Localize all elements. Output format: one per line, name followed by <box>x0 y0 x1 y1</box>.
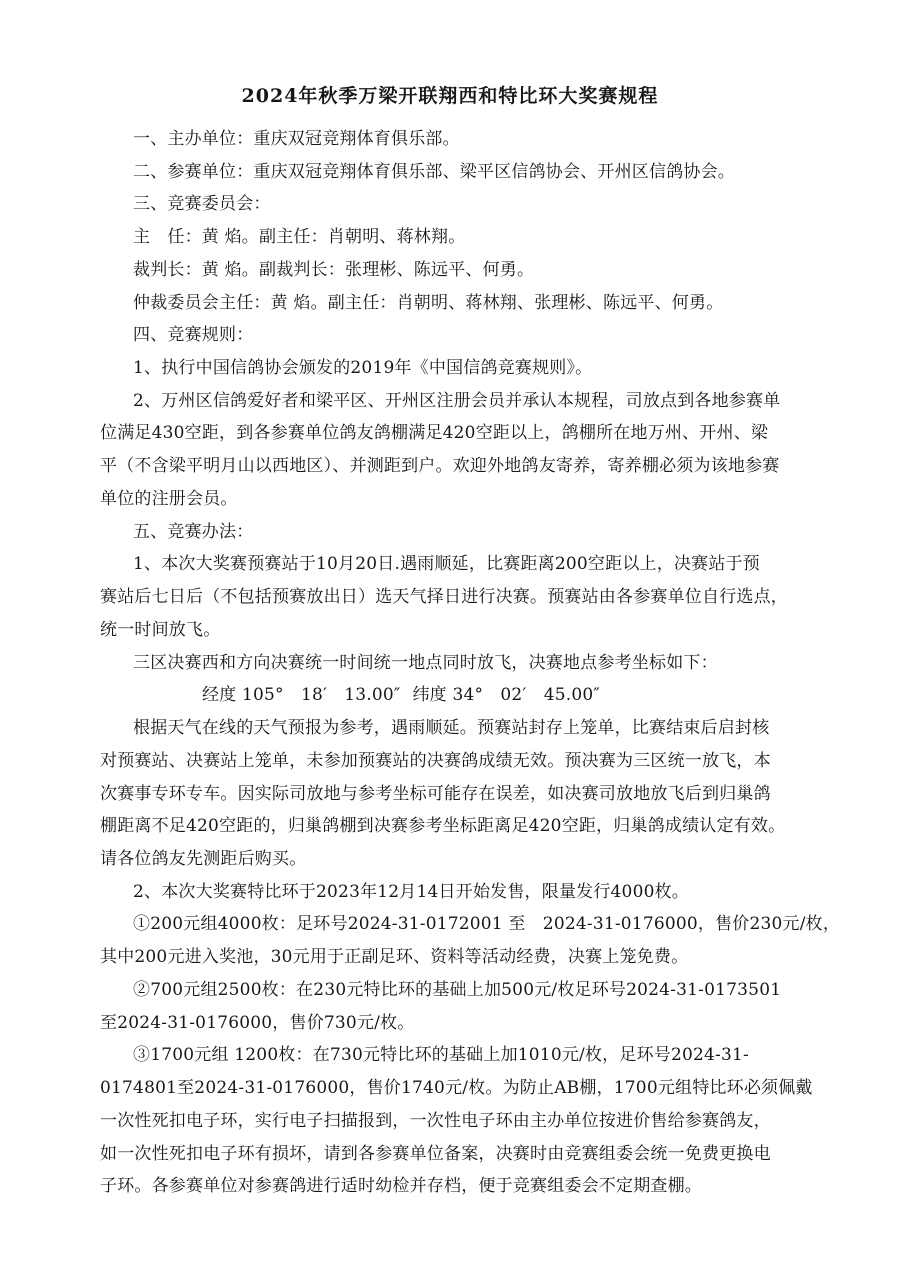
coord-longitude: 经度 105° 18′ 13.00″ <box>202 685 401 705</box>
method-1-detail-line: 次赛事专环专车。因实际司放地与参考坐标可能存在误差，如决赛司放地放飞后到归巢鸽 <box>100 784 771 804</box>
release-coordinates <box>202 684 600 706</box>
method-1-detail-line: 棚距离不足420空距的，归巢鸽棚到决赛参考坐标距离足420空距，归巢鸽成绩认定有效。 <box>100 816 786 836</box>
section-participants: 二、参赛单位：重庆双冠竞翔体育俱乐部、梁平区信鸽协会、开州区信鸽协会。 <box>133 162 735 182</box>
method-1-line: 1、本次大奖赛预赛站于10月20日.遇雨顺延，比赛距离200空距以上，决赛站于预 <box>133 554 760 574</box>
group-200-line: 其中200元进入奖池，30元用于正副足环、资料等活动经费，决赛上笼免费。 <box>100 947 689 967</box>
rule-2-line: 平（不含梁平明月山以西地区）、并测距到户。欢迎外地鸽友寄养，寄养棚必须为该地参赛 <box>100 456 780 476</box>
committee-director: 主 任：黄 焰。副主任：肖朝明、蒋林翔。 <box>133 227 466 247</box>
method-1-release-note: 三区决赛西和方向决赛统一时间统一地点同时放飞，决赛地点参考坐标如下： <box>133 653 718 673</box>
section-methods: 五、竞赛办法： <box>133 522 254 542</box>
committee-arbitration: 仲裁委员会主任：黄 焰。副主任：肖朝明、蒋林翔、张理彬、陈远平、何勇。 <box>133 293 724 313</box>
group-200-line: ①200元组4000枚：足环号2024-31-0172001 至 2024-31-0176000，售价230元/枚， <box>133 914 841 934</box>
section-organizer: 一、主办单位：重庆双冠竞翔体育俱乐部。 <box>133 129 460 149</box>
group-1700-line: 子环。各参赛单位对参赛鸽进行适时幼检并存档，便于竞赛组委会不定期查棚。 <box>100 1176 702 1196</box>
method-2: 2、本次大奖赛特比环于2023年12月14日开始发售，限量发行4000枚。 <box>133 882 690 902</box>
method-1-line: 赛站后七日后（不包括预赛放出日）选天气择日进行决赛。预赛站由各参赛单位自行选点， <box>100 587 788 607</box>
method-1-detail-line: 根据天气在线的天气预报为参考，遇雨顺延。预赛站封存上笼单，比赛结束后启封核 <box>133 718 770 738</box>
group-1700-line: 一次性死扣电子环，实行电子扫描报到，一次性电子环由主办单位按进价售给参赛鸽友， <box>100 1111 771 1131</box>
document-title: 2024年秋季万梁开联翔西和特比环大奖赛规程 <box>241 85 659 107</box>
method-1-detail-line: 对预赛站、决赛站上笼单，未参加预赛站的决赛鸽成绩无效。预决赛为三区统一放飞，本 <box>100 751 771 771</box>
section-committee: 三、竞赛委员会： <box>133 194 271 214</box>
group-700-line: ②700元组2500枚：在230元特比环的基础上加500元/枚足环号2024-31-0173501 <box>133 980 782 1000</box>
group-700-line: 至2024-31-0176000，售价730元/枚。 <box>100 1013 415 1033</box>
rule-2-line: 2、万州区信鸽爱好者和梁平区、开州区注册会员并承认本规程，司放点到各地参赛单 <box>133 391 781 411</box>
rule-2-line: 单位的注册会员。 <box>100 489 238 509</box>
section-rules: 四、竞赛规则： <box>133 325 254 345</box>
rule-1: 1、执行中国信鸽协会颁发的2019年《中国信鸽竞赛规则》。 <box>133 358 593 378</box>
method-1-detail-line: 请各位鸽友先测距后购买。 <box>100 849 307 869</box>
method-1-line: 统一时间放飞。 <box>100 620 221 640</box>
group-1700-line: 0174801至2024-31-0176000，售价1740元/枚。为防止AB棚，1700元组特比环必须佩戴 <box>100 1078 813 1098</box>
rule-2-line: 位满足430空距，到各参赛单位鸽友鸽棚满足420空距以上，鸽棚所在地万州、开州、梁 <box>100 423 769 443</box>
coord-latitude: 纬度 34° 02′ 45.00″ <box>412 685 600 705</box>
committee-referee: 裁判长：黄 焰。副裁判长：张理彬、陈远平、何勇。 <box>133 260 535 280</box>
group-1700-line: 如一次性死扣电子环有损坏，请到各参赛单位备案，决赛时由竞赛组委会统一免费更换电 <box>100 1144 771 1164</box>
group-1700-line: ③1700元组 1200枚：在730元特比环的基础上加1010元/枚，足环号2024-31- <box>133 1045 749 1065</box>
